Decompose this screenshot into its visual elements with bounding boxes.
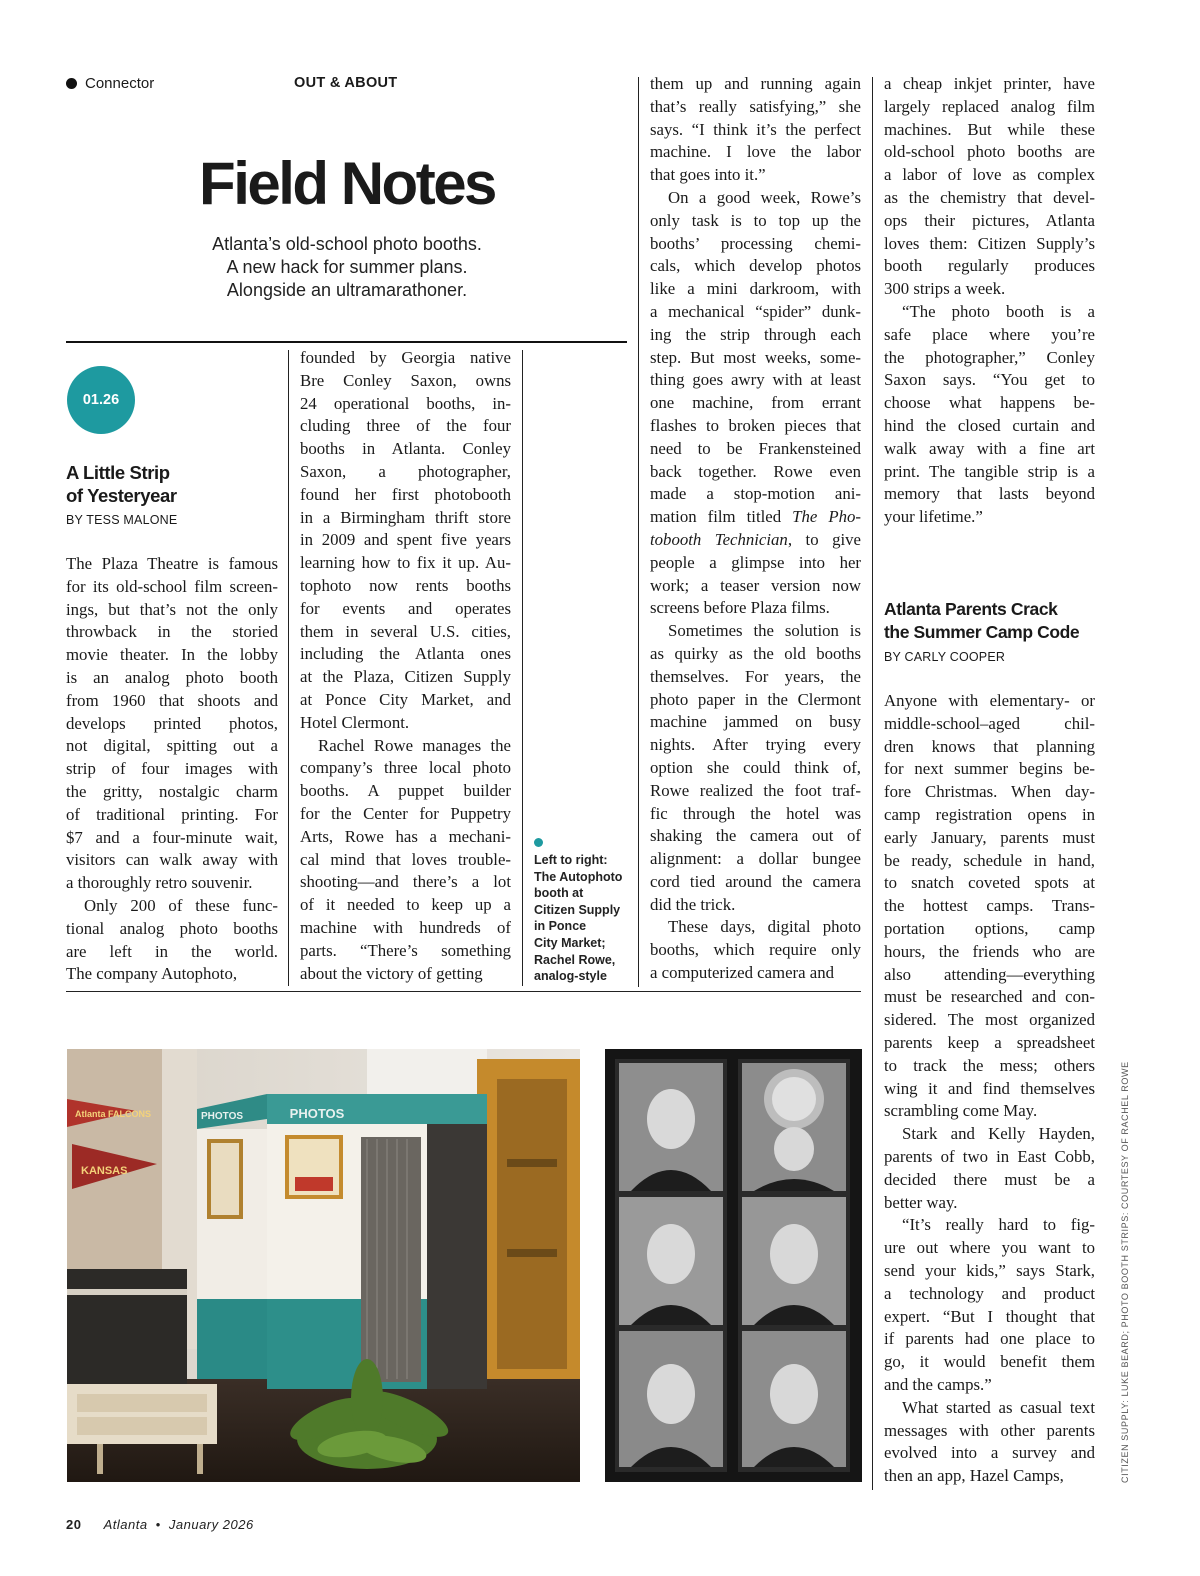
- text-line: wing it and find themselves: [884, 1078, 1095, 1098]
- text-line: cal mind that loves trouble-: [300, 849, 511, 869]
- text-line: strip of four images with: [66, 759, 278, 779]
- text-line: scrambling come May.: [884, 1101, 1038, 1121]
- text-line: tophoto now rents booths: [300, 575, 511, 595]
- text-line: a thoroughly retro souvenir.: [66, 873, 253, 893]
- issue-date: January 2026: [168, 1517, 254, 1532]
- text-line: parts. “There’s something: [300, 940, 511, 960]
- text-line: for next summer begins be-: [884, 759, 1095, 779]
- pennant-kansas-text: KANSAS: [81, 1165, 128, 1177]
- text-line: Rowe realized the foot traf-: [650, 780, 861, 800]
- text-line: back together. Rowe even: [650, 461, 861, 481]
- top-rule: [66, 341, 627, 343]
- text-line: booths in Atlanta. Conley: [300, 439, 511, 459]
- text-line: old-school photo booths are: [884, 142, 1095, 162]
- text-line: go, it would benefit them: [884, 1352, 1095, 1372]
- text-line: movie theater. In the lobby: [66, 645, 278, 665]
- text-line: memory that lasts beyond: [884, 484, 1095, 504]
- text-line: at Ponce City Market, and: [300, 689, 511, 709]
- text-line: is an analog photo booth: [66, 667, 278, 687]
- column-rule: [638, 77, 639, 987]
- text-line: mation film titled The Pho-: [650, 507, 861, 527]
- text-line: ops their pictures, Atlanta: [884, 210, 1095, 230]
- text-line: shooting—and there’s a lot: [300, 872, 511, 892]
- text-line: a mechanical “spider” dunk-: [650, 301, 861, 321]
- text-line: them up and running again: [650, 74, 861, 93]
- text-line: Saxon, a photographer,: [300, 461, 511, 481]
- footer-separator: •: [155, 1517, 161, 1532]
- text-line: step. But most weeks, some-: [650, 347, 861, 367]
- text-line: print. The tangible strip is a: [884, 461, 1095, 481]
- text-line: Sometimes the solution is: [668, 621, 861, 641]
- text-line: better way.: [884, 1192, 958, 1212]
- text-line: if parents had one place to: [884, 1329, 1095, 1349]
- section-name: Connector: [85, 75, 155, 92]
- text-line: made a stop-motion ani-: [650, 484, 861, 504]
- text-line: parents keep a spreadsheet: [884, 1032, 1095, 1052]
- text-line: people a glimpse into her: [650, 552, 861, 572]
- text-line: and the camps.”: [884, 1374, 992, 1394]
- text-line: screens before Plaza films.: [650, 598, 830, 618]
- column-rule: [288, 350, 289, 986]
- column-3: [650, 73, 861, 985]
- text-line: machine with hundreds of: [300, 917, 511, 937]
- text-line: These days, digital photo: [668, 917, 861, 937]
- text-line: sidered. The most organized: [884, 1010, 1095, 1030]
- text-line: a technology and product: [884, 1283, 1095, 1303]
- column-4-bottom: [884, 690, 1095, 1488]
- column-rule: [872, 77, 873, 1490]
- text-line: What started as casual text: [902, 1397, 1095, 1417]
- text-line: machine jammed on busy: [650, 712, 861, 732]
- deck-line: A new hack for summer plans.: [226, 257, 468, 277]
- text-line: hours, the friends who are: [884, 941, 1095, 961]
- text-line: thing goes awry with at least: [650, 370, 861, 390]
- text-line: from 1960 that shoots and: [66, 690, 278, 710]
- text-line: says. “I think it’s the perfect: [650, 119, 861, 139]
- text-line: develops printed photos,: [66, 713, 278, 733]
- badge-label: 01.26: [82, 392, 120, 408]
- text-line: including the Atlanta ones: [300, 644, 511, 664]
- magazine-name: Atlanta: [103, 1517, 148, 1532]
- text-line: for its old-school film screen-: [66, 576, 278, 596]
- caption-dot-icon: [534, 838, 543, 847]
- text-line: messages with other parents: [884, 1420, 1095, 1440]
- text-line: the photographer,” Conley: [884, 347, 1095, 367]
- text-line: loves them: Citizen Supply’s: [884, 233, 1095, 253]
- text-line: expert. “But I thought that: [884, 1306, 1095, 1326]
- text-line: as the chemistry that devel-: [884, 187, 1095, 207]
- text-line: only task is to top up the: [650, 210, 861, 230]
- text-line: decided there must be a: [884, 1169, 1095, 1189]
- text-line: then an app, Hazel Camps,: [884, 1466, 1064, 1486]
- text-line: send your kids,” says Stark,: [884, 1260, 1095, 1280]
- text-line: ure out where you want to: [884, 1238, 1095, 1258]
- text-line: for the Center for Puppetry: [300, 803, 511, 823]
- story2-byline: BY CARLY COOPER: [884, 650, 1006, 664]
- text-line: cals, which develop photos: [650, 256, 861, 276]
- column-rule: [522, 350, 523, 986]
- column-2: [300, 347, 511, 985]
- text-line: that’s really satisfying,” she: [650, 96, 861, 116]
- text-line: for events and operates: [300, 598, 511, 618]
- booth-photo-illustration: [67, 1049, 580, 1482]
- text-line: not digital, spitting out a: [66, 736, 278, 756]
- text-line: ings, but that’s not the only: [66, 599, 278, 619]
- column-4-top: [884, 73, 1095, 529]
- text-line: parents of two in East Cobb,: [884, 1146, 1095, 1166]
- text-line: your lifetime.”: [884, 507, 983, 527]
- text-line: The company Autophoto,: [66, 964, 238, 984]
- text-line: photo paper in the Clermont: [650, 689, 861, 709]
- text-line: Rachel Rowe manages the: [318, 735, 511, 755]
- photo-strips: [605, 1049, 862, 1482]
- text-line: must be researched and con-: [884, 987, 1095, 1007]
- deck-line: Alongside an ultramarathoner.: [226, 280, 468, 300]
- text-line: also attending—everything: [884, 964, 1095, 984]
- film-title: tobooth Technician: [650, 529, 788, 549]
- text-line: the gritty, nostalgic charm: [66, 781, 278, 801]
- text-line: like a mini darkroom, with: [650, 279, 861, 299]
- text-line: cord tied around the camera: [650, 871, 861, 891]
- deck: [66, 233, 628, 302]
- department-label: OUT & ABOUT: [294, 75, 398, 91]
- story1-byline: BY TESS MALONE: [66, 513, 178, 527]
- text-line: about the victory of getting: [300, 963, 483, 983]
- page-title: Field Notes: [199, 150, 495, 217]
- text-line: Anyone with elementary- or: [884, 691, 1095, 710]
- text-line: hind the closed curtain and: [884, 415, 1095, 435]
- text-line: walk away with a fine art: [884, 438, 1095, 458]
- text-line: nights. After trying every: [650, 735, 861, 755]
- text-line: $7 and a four-minute wait,: [66, 827, 278, 847]
- text-line: of it needed to keep up a: [300, 895, 511, 915]
- photo-credit: CITIZEN SUPPLY: LUKE BEARD; PHOTO BOOTH STRIPS: COURTESY OF RACHEL ROWE: [1120, 1061, 1130, 1483]
- photo-strips-illustration: [605, 1049, 862, 1482]
- section-label: [66, 75, 154, 92]
- text-line: Saxon says. “You get to: [884, 370, 1095, 390]
- text-line: choose what happens be-: [884, 393, 1095, 413]
- page-number: 20: [66, 1517, 82, 1532]
- text-line: themselves. For years, the: [650, 666, 861, 686]
- text-line: ing the strip through each: [650, 324, 861, 344]
- strip-right: [738, 1059, 850, 1472]
- story2-headline: Atlanta Parents Crack the Summer Camp Code: [884, 599, 1080, 642]
- text-line: machines. But while these: [884, 119, 1095, 139]
- text-line: booths, which require only: [650, 940, 861, 960]
- text-line: dren knows that planning: [884, 736, 1095, 756]
- text-line: 300 strips a week.: [884, 279, 1006, 299]
- page-footer: [66, 1517, 254, 1532]
- text-line: as quirky as the old booths: [650, 643, 861, 663]
- text-line: be ready, schedule in hand,: [884, 850, 1095, 870]
- text-line: option she could think of,: [650, 757, 861, 777]
- text-line: camp registration opens in: [884, 804, 1095, 824]
- text-line: the hottest camps. Trans-: [884, 896, 1095, 916]
- text-line: early January, parents must: [884, 827, 1095, 847]
- booth-sign-text: PHOTOS: [289, 1106, 345, 1121]
- film-title: The Pho-: [792, 507, 861, 527]
- text-line: booths. A puppet builder: [300, 781, 511, 801]
- bottom-rule: [66, 991, 861, 992]
- text-line: safe place where you’re: [884, 324, 1095, 344]
- text-line: found her first photobooth: [300, 484, 511, 504]
- text-line: middle-school–aged chil-: [884, 713, 1095, 733]
- text-line: in 2009 and spent five years: [300, 530, 511, 550]
- text-line: work; a teaser version now: [650, 575, 861, 595]
- text-line: that goes into it.”: [650, 165, 766, 185]
- text-line: booth regularly produces: [884, 256, 1095, 276]
- text-line: founded by Georgia native: [300, 348, 511, 367]
- text-line: tobooth Technician, to give: [650, 529, 862, 549]
- text-line: to track the mess; others: [884, 1055, 1095, 1075]
- text-line: a labor of love as complex: [884, 165, 1095, 185]
- booth-photo: [67, 1049, 580, 1482]
- text-line: need to be Frankensteined: [650, 438, 861, 458]
- text-line: On a good week, Rowe’s: [668, 187, 861, 207]
- text-line: learning how to fix it up. Au-: [300, 553, 511, 573]
- text-line: tional analog photo booths: [66, 918, 278, 938]
- text-line: fic through the hotel was: [650, 803, 861, 823]
- booth-side-sign-text: PHOTOS: [200, 1111, 244, 1122]
- text-line: at the Plaza, Citizen Supply: [300, 667, 511, 687]
- text-line: machine. I love the labor: [650, 142, 861, 162]
- photo-caption: Left to right: The Autophoto booth at Citizen Supply in Ponce City Market; Rachel Rowe, analog-style: [534, 838, 622, 985]
- text-line: The Plaza Theatre is famous: [66, 554, 278, 573]
- text-line: a cheap inkjet printer, have: [884, 74, 1095, 93]
- text-line: fore Christmas. When day-: [884, 782, 1095, 802]
- text-line: portation options, camp: [884, 918, 1095, 938]
- text-line: largely replaced analog film: [884, 96, 1095, 116]
- text-line: alignment: a dollar bungee: [650, 849, 861, 869]
- text-line: of traditional printing. For: [66, 804, 278, 824]
- text-line: Arts, Rowe has a mechani-: [300, 826, 511, 846]
- text-line: one machine, from errant: [650, 393, 861, 413]
- text-line: to snatch coveted spots at: [884, 873, 1095, 893]
- text-line: shaking the camera out of: [650, 826, 861, 846]
- text-line: booths’ processing chemi-: [650, 233, 861, 253]
- text-line: a computerized camera and: [650, 963, 835, 983]
- text-line: flashes to broken pieces that: [650, 415, 861, 435]
- column-1: [66, 553, 278, 986]
- story1-headline: A Little Strip of Yesteryear: [66, 462, 177, 506]
- text-line: evolved into a survey and: [884, 1443, 1095, 1463]
- text-line: in a Birmingham thrift store: [300, 507, 511, 527]
- text-line: them in several U.S. cities,: [300, 621, 511, 641]
- pennant-falcons-text: Atlanta FALCONS: [75, 1109, 152, 1119]
- text-line: 24 operational booths, in-: [300, 393, 511, 413]
- bullet-dot-icon: [66, 78, 77, 89]
- text-line: “It’s really hard to fig-: [902, 1215, 1095, 1235]
- text-line: are left in the world.: [66, 941, 278, 961]
- text-line: Hotel Clermont.: [300, 712, 410, 732]
- issue-badge: [67, 366, 135, 434]
- text-line: Bre Conley Saxon, owns: [300, 370, 511, 390]
- text-line: Only 200 of these func-: [84, 895, 278, 915]
- text-line: visitors can walk away with: [66, 850, 278, 870]
- text-line: cluding three of the four: [300, 416, 511, 436]
- text-line: Stark and Kelly Hayden,: [902, 1124, 1095, 1144]
- text-line: company’s three local photo: [300, 758, 511, 778]
- text-line: did the trick.: [650, 894, 736, 914]
- text-line: “The photo booth is a: [902, 301, 1095, 321]
- text-line: throwback in the storied: [66, 622, 278, 642]
- deck-line: Atlanta’s old-school photo booths.: [212, 234, 482, 254]
- strip-left: [615, 1059, 727, 1472]
